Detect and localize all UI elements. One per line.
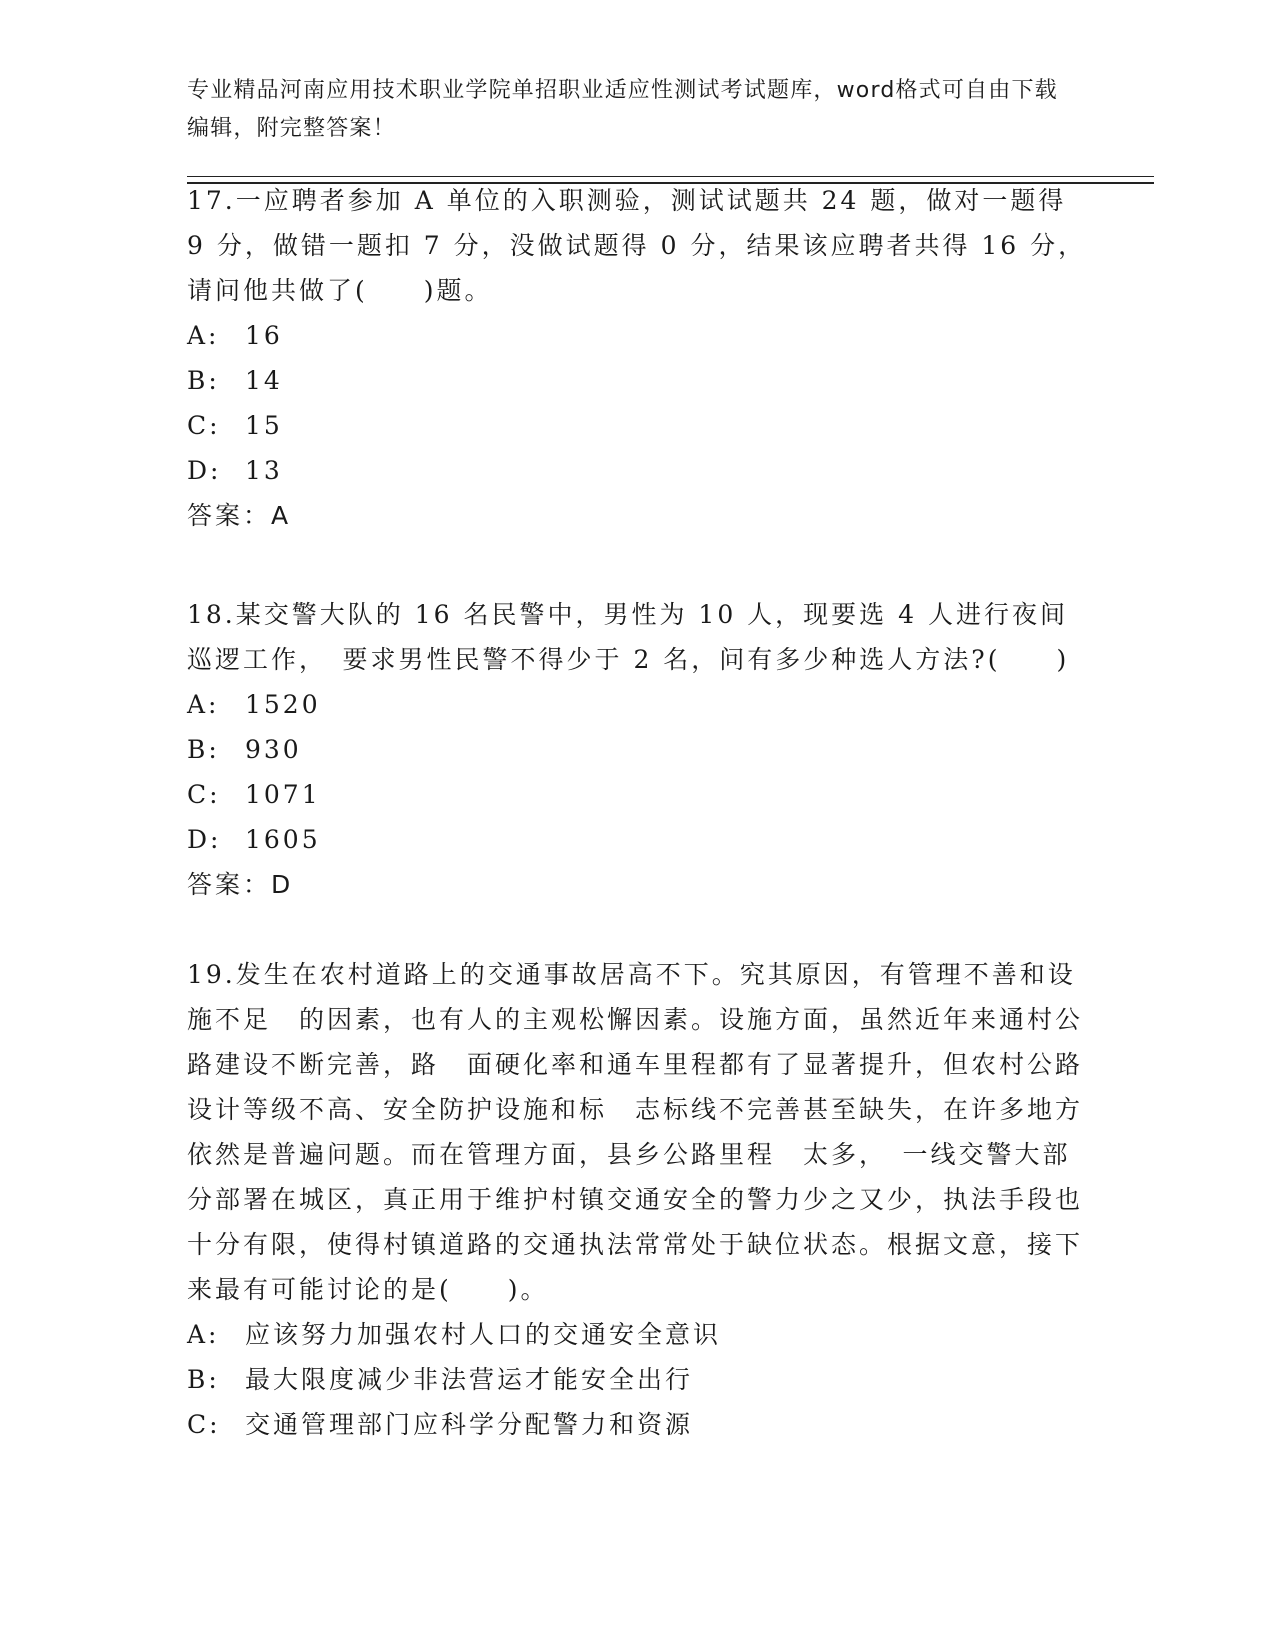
question-stem: 19.发生在农村道路上的交通事故居高不下。究其原因，有管理不善和设施不足 的因素，也有人的主观松懈因素。设施方面，虽然近年来通村公路建设不断完善，路 面硬化率和通车里程都有了显著提升，但农村公路设计等级不高、安全防护设施和标 志标线不完善甚至缺失，在许多地方依然是普遍问题。而在管理方面，县乡公路里程 太多， 一线交警大部分部署在城区，真正用于维护村镇交通安全的警力少之又少，执法手段也十分有限，使得村镇道路的交通执法常常处于缺位状态。根据文意，接下来最有可能讨论的是( )。 [187,960,1084,1304]
header-divider-thin [187,176,1154,177]
option-label: A: [187,690,220,719]
option-label: C: [187,411,221,440]
question-stem: 17.一应聘者参加 A 单位的入职测验，测试试题共 24 题，做对一题得 9 分，做错一题扣 7 分，没做试题得 0 分，结果该应聘者共得 16 分，请问他共做了( )题。 [187,186,1087,305]
option-d [187,817,1087,862]
option-c [187,1402,1087,1447]
option-text: 1605 [245,825,321,854]
option-text: 最大限度减少非法营运才能安全出行 [245,1365,694,1394]
page-header [187,72,1067,148]
option-text: 13 [245,456,283,485]
option-c [187,772,1087,817]
option-label: B: [187,735,220,764]
option-text: 16 [245,321,283,350]
option-text: 应该努力加强农村人口的交通安全意识 [245,1320,722,1349]
option-b [187,727,1087,772]
option-a [187,1312,1087,1357]
option-a [187,313,1087,358]
question-stem: 18.某交警大队的 16 名民警中，男性为 10 人，现要选 4 人进行夜间巡逻工作， 要求男性民警不得少于 2 名，问有多少种选人方法?( ) [187,600,1070,674]
answer-line: 答案：A [187,501,292,530]
header-text: 专业精品河南应用技术职业学院单招职业适应性测试考试题库，word格式可自由下载编辑，附完整答案！ [187,78,1058,141]
question-17 [187,178,1087,538]
option-text: 15 [245,411,283,440]
option-a [187,682,1087,727]
option-label: D: [187,456,222,485]
option-text: 1071 [245,780,321,809]
option-label: B: [187,1365,220,1394]
option-label: A: [187,1320,220,1349]
answer-line: 答案：D [187,870,294,899]
option-label: B: [187,366,220,395]
option-text: 交通管理部门应科学分配警力和资源 [245,1410,694,1439]
option-label: C: [187,780,221,809]
option-c [187,403,1087,448]
option-text: 1520 [245,690,321,719]
option-label: D: [187,825,222,854]
option-b [187,358,1087,403]
option-text: 930 [245,735,302,764]
question-18 [187,592,1087,907]
option-label: A: [187,321,220,350]
option-b [187,1357,1087,1402]
option-d [187,448,1087,493]
option-text: 14 [245,366,283,395]
option-label: C: [187,1410,221,1439]
question-19 [187,952,1087,1447]
